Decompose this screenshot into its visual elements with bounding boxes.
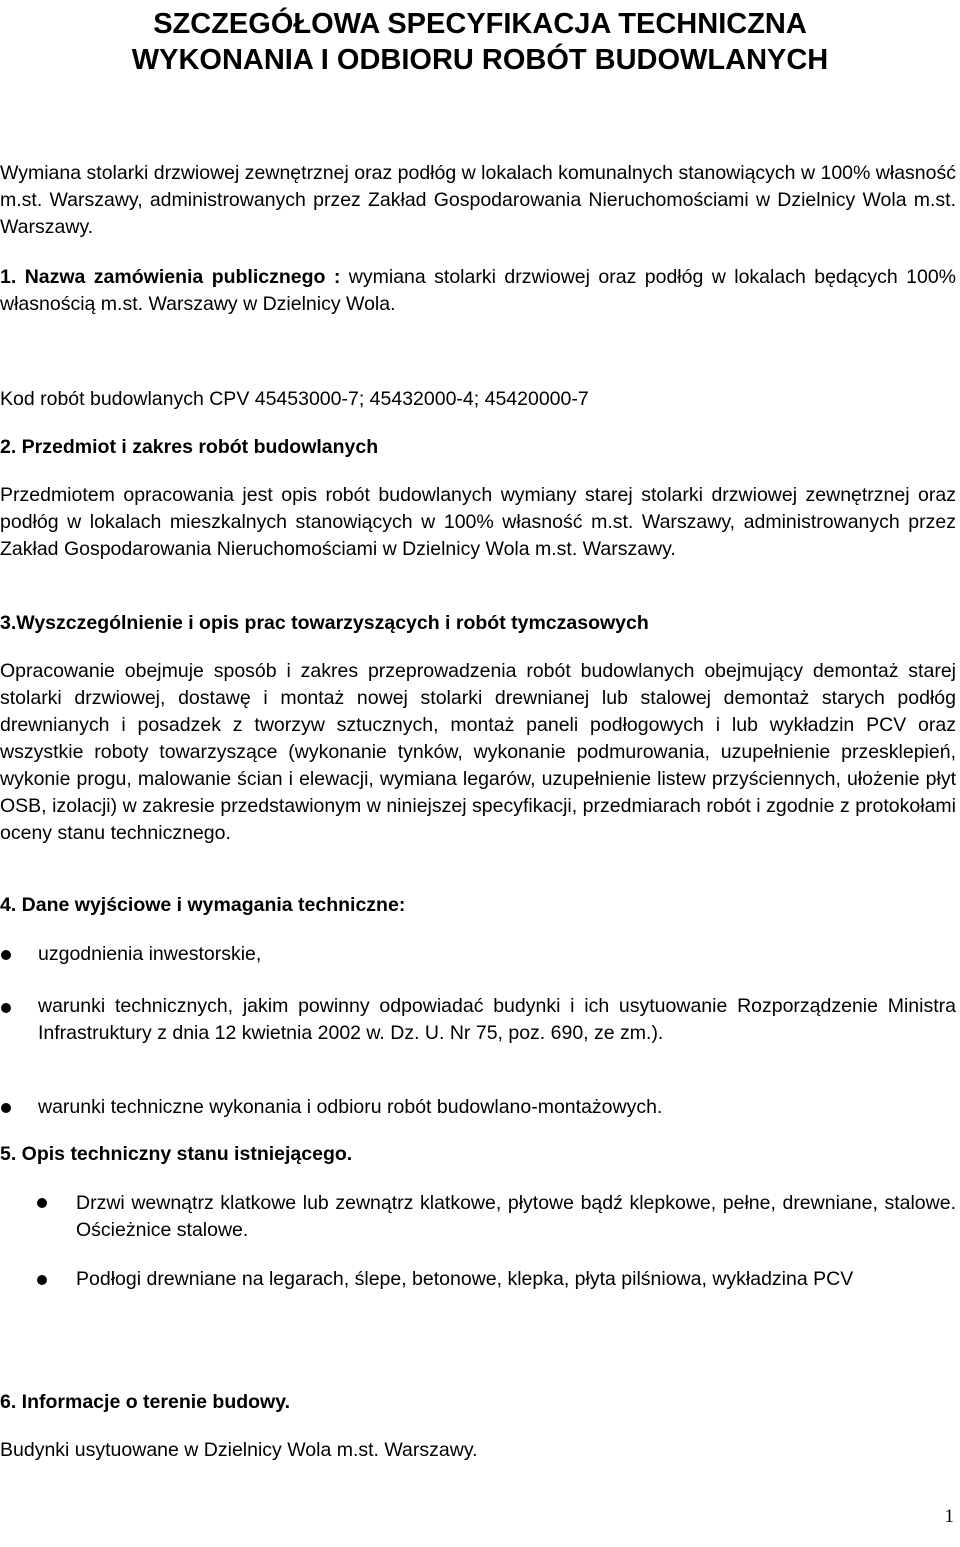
section-5-heading: 5. Opis techniczny stanu istniejącego. bbox=[0, 1143, 353, 1165]
bullet-icon bbox=[1, 1003, 11, 1013]
page-number: 1 bbox=[944, 1506, 954, 1527]
document-title bbox=[0, 6, 960, 78]
bullet-icon bbox=[1, 1103, 11, 1113]
bullet-icon bbox=[37, 1198, 47, 1208]
existing-state-item: Drzwi wewnątrz klatkowe lub zewnątrz klatkowe, płytowe bądź klepkowe, pełne, drewniane, stalowe. Ościeżnice stalowe. bbox=[76, 1192, 956, 1241]
section-2-heading: 2. Przedmiot i zakres robót budowlanych bbox=[0, 436, 379, 458]
section-4-heading: 4. Dane wyjściowe i wymagania techniczne: bbox=[0, 894, 406, 916]
cpv-code: Kod robót budowlanych CPV 45453000-7; 45432000-4; 45420000-7 bbox=[0, 388, 589, 410]
section-2-text: Przedmiotem opracowania jest opis robót budowlanych wymiany starej stolarki drzwiowej zewnętrznej oraz podłóg w lokalach mieszkalnych stanowiących w 100% własność m.st. Warszawy, administrowanych przez Zakład Gospodarowania Nieruchomościami w Dzielnicy Wola m.st. Warszawy. bbox=[0, 484, 956, 560]
section-6-text: Budynki usytuowane w Dzielnicy Wola m.st. Warszawy. bbox=[0, 1439, 478, 1461]
section-1-label: 1. Nazwa zamówienia publicznego : bbox=[0, 266, 341, 288]
requirement-item: warunki techniczne wykonania i odbioru robót budowlano-montażowych. bbox=[38, 1096, 663, 1118]
title-line-1: SZCZEGÓŁOWA SPECYFIKACJA TECHNICZNA bbox=[153, 8, 807, 40]
intro-paragraph: Wymiana stolarki drzwiowej zewnętrznej oraz podłóg w lokalach komunalnych stanowiących w 100% własność m.st. Warszawy, administrowanych przez Zakład Gospodarowania Nieruchomościami w Dzielnicy Wola m.st. Warszawy. bbox=[0, 162, 956, 238]
bullet-icon bbox=[37, 1275, 47, 1285]
existing-state-item: Podłogi drewniane na legarach, ślepe, betonowe, klepka, płyta pilśniowa, wykładzina PCV bbox=[76, 1268, 854, 1290]
requirement-item: uzgodnienia inwestorskie, bbox=[38, 943, 262, 965]
section-6-heading: 6. Informacje o terenie budowy. bbox=[0, 1391, 291, 1413]
section-1 bbox=[0, 264, 956, 318]
requirement-item: warunki technicznych, jakim powinny odpowiadać budynki i ich usytuowanie Rozporządzenie Ministra Infrastruktury z dnia 12 kwietnia 2002 w. Dz. U. Nr 75, poz. 690, ze zm.). bbox=[38, 995, 956, 1044]
section-1-text: wymiana stolarki drzwiowej oraz podłóg w lokalach będących 100% własnością m.st. Warszawy w Dzielnicy Wola. bbox=[0, 266, 956, 315]
section-3-text: Opracowanie obejmuje sposób i zakres przeprowadzenia robót budowlanych obejmujący demontaż starej stolarki drzwiowej, dostawę i montaż nowej stolarki drewnianej lub stalowej demontaż starych podłóg drewnianych i posadzek z tworzyw sztucznych, montaż paneli podłogowych i lub wykładzin PCV oraz wszystkie roboty towarzyszące (wykonanie tynków, wykonanie podmurowania, uzupełnienie przesklepień, wykonie progu, malowanie ścian i elewacji, wymiana legarów, uzupełnienie listew przyściennych, ułożenie płyt OSB, izolacji) w zakresie przedstawionym w niniejszej specyfikacji, przedmiarach robót i zgodnie z protokołami oceny stanu technicznego. bbox=[0, 660, 956, 844]
section-3-heading: 3.Wyszczególnienie i opis prac towarzyszących i robót tymczasowych bbox=[0, 612, 649, 634]
bullet-icon bbox=[1, 950, 11, 960]
title-line-2: WYKONANIA I ODBIORU ROBÓT BUDOWLANYCH bbox=[131, 44, 829, 76]
